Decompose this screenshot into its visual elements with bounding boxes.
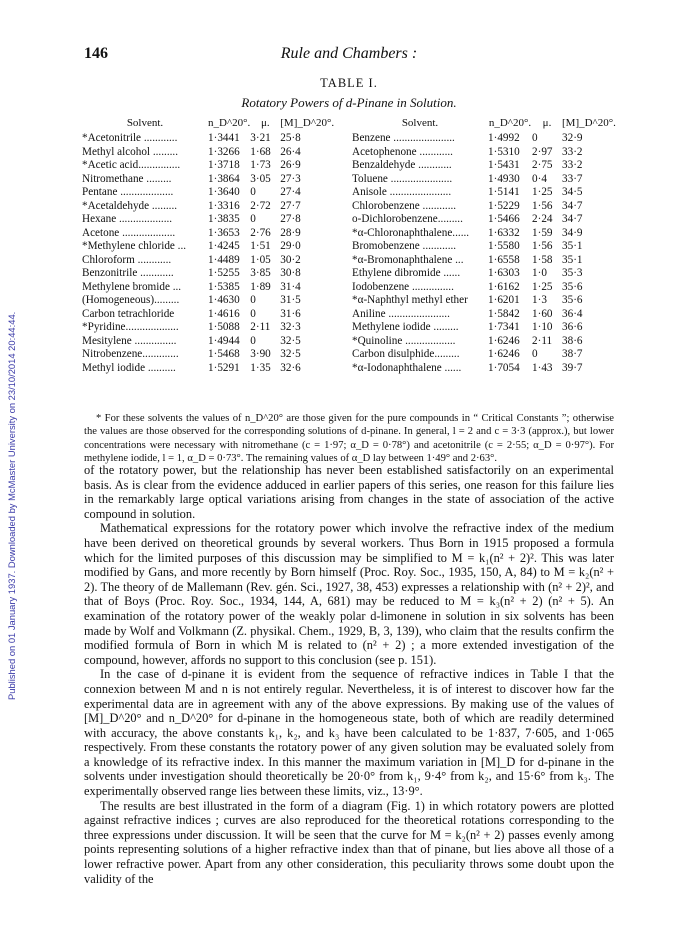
cell-mu: 1·25 — [532, 280, 553, 293]
cell-M: 38·7 — [562, 348, 583, 360]
cell-solvent: *α-Chloronaphthalene...... — [352, 226, 470, 239]
cell-solvent: *Acetaldehyde ......... — [82, 199, 178, 212]
cell-n: 1·3266 — [208, 145, 240, 158]
page-number: 146 — [84, 45, 108, 62]
cell-solvent: Benzonitrile ............ — [82, 267, 174, 279]
cell-mu: 0 — [250, 307, 256, 320]
cell-solvent: *Pyridine................... — [82, 321, 179, 333]
table-row — [82, 132, 334, 146]
cell-M: 27·7 — [280, 199, 301, 212]
cell-solvent: (Homogeneous)......... — [82, 294, 180, 306]
table-row — [352, 308, 616, 322]
table-left — [82, 117, 334, 375]
cell-mu: 2·72 — [250, 199, 271, 212]
cell-M: 27·4 — [280, 186, 301, 198]
table-row — [352, 348, 616, 362]
cell-solvent: Pentane ................... — [82, 186, 174, 198]
cell-mu: 1·3 — [532, 294, 547, 306]
paragraph-2: Mathematical expressions for the rotatory power which involve the refractive index of the medium have been derived on theoretical grounds by several workers. Thus Born in 1915 proposed a formula which for the limited purposes of this discussion may be simplified to M = k₁(n² + 2)². This was later modified by Gans, and more recently by Born himself (Proc. Roy. Soc., 1935, 150, A, 84) to M = k₂(n² + 2). The theory of de Mallemann (Rev. gén. Sci., 1927, 38, 453) expresses a relationship with (n² + 2)², and that of Boys (Proc. Roy. Soc., 1934, 144, A, 681) may be reduced to M = k₃(n² + 2) (n² + 5). An examination of the rotatory power of the weakly polar d-limonene in solution in six solvents has been made by Wolf and Volkmann (Z. physikal. Chem., 1929, B, 3, 139), who claim that the results confirm the modified formula of Born in which M is related to (n² + 2) ; a more extended investigation of the compound, however, affords no support to this conclusion (see p. 151). — [84, 521, 614, 667]
table-row — [352, 186, 616, 200]
cell-n: 1·3835 — [208, 213, 240, 225]
cell-n: 1·3653 — [208, 226, 240, 239]
table-row — [352, 267, 616, 281]
cell-mu: 2·97 — [532, 145, 553, 158]
table-row — [352, 254, 616, 268]
cell-mu: 1·73 — [250, 159, 271, 171]
cell-solvent: Iodobenzene ............... — [352, 280, 454, 293]
header-n: n_D^20°. — [488, 117, 532, 129]
table-row — [82, 267, 334, 281]
cell-solvent: Methyl iodide .......... — [82, 361, 176, 374]
cell-mu: 3·05 — [250, 172, 271, 185]
table-row — [82, 362, 334, 376]
cell-M: 34·5 — [562, 186, 583, 198]
header-n: n_D^20°. — [208, 117, 251, 129]
cell-M: 35·1 — [562, 253, 583, 266]
cell-M: 32·5 — [280, 348, 301, 360]
cell-solvent: Mesitylene ............... — [82, 334, 177, 347]
table-row — [82, 254, 334, 268]
table-footnote — [84, 412, 614, 466]
cell-solvent: Acetone ................... — [82, 226, 176, 239]
cell-n: 1·4489 — [208, 253, 240, 266]
cell-n: 1·5229 — [488, 199, 520, 212]
cell-M: 35·6 — [562, 294, 583, 306]
cell-n: 1·3864 — [208, 172, 240, 185]
table-title: TABLE I. — [320, 76, 378, 90]
table-row — [82, 294, 334, 308]
download-notice-text: Published on 01 January 1937. Downloaded by McMaster University on 23/10/2014 20:44:44. — [6, 311, 17, 700]
cell-n: 1·3441 — [208, 132, 240, 144]
cell-M: 36·6 — [562, 321, 583, 333]
cell-n: 1·5255 — [208, 267, 240, 279]
cell-solvent: *Methylene chloride ... — [82, 240, 187, 252]
cell-M: 25·8 — [280, 132, 301, 144]
table-row — [352, 159, 616, 173]
header-mu: μ. — [260, 117, 270, 129]
cell-mu: 1·58 — [532, 253, 553, 266]
cell-n: 1·3316 — [208, 199, 240, 212]
cell-solvent: Aniline ...................... — [352, 307, 450, 320]
paragraph-4: The results are best illustrated in the form of a diagram (Fig. 1) in which rotatory powers are plotted against refractive indices ; curves are also reproduced for the theoretical rotations corresponding to the three expressions under discussion. It will be seen that the curve for M = k₂(n² + 2) passes evenly among points representing solutions of a higher refractive index than that of pinane, but lies above all those of a lower refractive power. Apart from any other consideration, this peculiarity throws some doubt upon the validity of the — [84, 798, 614, 886]
cell-M: 30·2 — [280, 253, 301, 266]
cell-M: 34·7 — [562, 199, 583, 212]
table-row — [352, 240, 616, 254]
cell-M: 27·8 — [280, 213, 301, 225]
cell-M: 30·8 — [280, 267, 301, 279]
table-caption: Rotatory Powers of d-Pinane in Solution. — [241, 95, 457, 110]
header-solvent: Solvent. — [126, 117, 164, 129]
cell-solvent: Nitromethane ......... — [82, 172, 172, 185]
cell-M: 28·9 — [280, 226, 301, 239]
cell-solvent: Methyl alcohol ......... — [82, 145, 179, 158]
cell-solvent: Carbon tetrachloride — [82, 307, 175, 320]
header-mu: μ. — [542, 117, 552, 129]
cell-mu: 1·51 — [250, 240, 271, 252]
cell-n: 1·5842 — [488, 307, 520, 320]
table-row — [352, 132, 616, 146]
table-row — [82, 186, 334, 200]
cell-n: 1·4944 — [208, 334, 240, 347]
cell-solvent: *α-Naphthyl methyl ether — [352, 294, 468, 306]
table-row — [82, 240, 334, 254]
cell-solvent: Hexane ................... — [82, 213, 173, 225]
cell-M: 35·1 — [562, 240, 583, 252]
cell-solvent: Acetophenone ............ — [352, 145, 453, 158]
cell-solvent: Bromobenzene ............ — [352, 240, 457, 252]
cell-n: 1·7054 — [488, 361, 520, 374]
cell-mu: 1·0 — [532, 267, 547, 279]
header-solvent: Solvent. — [401, 117, 439, 129]
cell-M: 32·9 — [562, 132, 583, 144]
table-row — [352, 294, 616, 308]
table-row — [82, 281, 334, 295]
cell-n: 1·4930 — [488, 172, 520, 185]
cell-mu: 0 — [250, 186, 256, 198]
cell-M: 35·6 — [562, 280, 583, 293]
cell-mu: 3·85 — [250, 267, 271, 279]
cell-n: 1·5580 — [488, 240, 520, 252]
cell-mu: 0 — [250, 334, 256, 347]
cell-n: 1·5466 — [488, 213, 520, 225]
cell-solvent: *Acetonitrile ............ — [82, 132, 178, 144]
table-row — [352, 227, 616, 241]
cell-mu: 1·43 — [532, 361, 553, 374]
cell-mu: 0 — [532, 132, 538, 144]
body-text — [84, 463, 614, 886]
cell-n: 1·5141 — [488, 186, 520, 198]
page-header — [84, 45, 614, 67]
table-row — [352, 362, 616, 376]
cell-mu: 0·4 — [532, 172, 547, 185]
cell-M: 32·6 — [280, 361, 301, 374]
cell-M: 31·6 — [280, 307, 301, 320]
table-header-row — [82, 117, 334, 132]
cell-solvent: *Acetic acid............... — [82, 159, 181, 171]
cell-mu: 0 — [250, 294, 256, 306]
header-M: [M]_D^20°. — [562, 117, 616, 129]
table-row — [82, 321, 334, 335]
cell-mu: 1·60 — [532, 307, 553, 320]
cell-mu: 1·25 — [532, 186, 553, 198]
cell-solvent: Carbon disulphide......... — [352, 348, 460, 360]
table-row — [82, 146, 334, 160]
cell-M: 36·4 — [562, 307, 583, 320]
cell-n: 1·4992 — [488, 132, 520, 144]
cell-mu: 1·05 — [250, 253, 271, 266]
cell-n: 1·5431 — [488, 159, 520, 171]
cell-M: 39·7 — [562, 361, 583, 374]
cell-M: 33·2 — [562, 145, 583, 158]
cell-M: 34·9 — [562, 226, 583, 239]
table-row — [352, 335, 616, 349]
paragraph-3: In the case of d-pinane it is evident from the sequence of refractive indices in Table I that the connexion between M and n is not entirely regular. Nevertheless, it is of interest to discover how far the experimental data are in agreement with any of the above expressions. By making use of the values of [M]_D^20° and n_D^20° for d-pinane in the homogeneous state, both of which are readily determined with accuracy, the above constants k₁, k₂, and k₃ have been calculated to be 1·837, 7·605, and 1·065 respectively. From these constants the rotatory power of any given solution may be evaluated solely from a knowledge of its refractive index. In this manner the maximum variation in [M]_D for d-pinane in the solvents under investigation should theoretically be 20·0° from k₁, 9·4° from k₂, and 15·6° from k₃. The experimentally observed range lies between these limits, viz., 13·9°. — [84, 667, 614, 799]
cell-solvent: Anisole ...................... — [352, 186, 452, 198]
cell-n: 1·3718 — [208, 159, 240, 171]
cell-n: 1·4630 — [208, 294, 240, 306]
cell-n: 1·7341 — [488, 321, 520, 333]
table-row — [352, 173, 616, 187]
cell-mu: 1·56 — [532, 240, 553, 252]
cell-mu: 2·11 — [532, 334, 553, 347]
cell-M: 33·7 — [562, 172, 583, 185]
footnote-text: * For these solvents the values of n_D^20° are those given for the pure compounds in “ Critical Constants ”; otherwise the values are those observed for the corresponding solutions of d-pinane. In general, l = 2 and c = 3·3 (approx.), but lower concentrations were necessary with nitromethane (c = 1·97; α_D = 0·78°) and acetonitrile (c = 2·55; α_D = 0·97°). For methylene iodide, l = 1, α_D = 0·73°. The remaining values of α_D lay between 1·49° and 2·63°. — [84, 413, 614, 465]
table-row — [82, 200, 334, 214]
cell-n: 1·6246 — [488, 348, 520, 360]
cell-n: 1·5088 — [208, 321, 240, 333]
table-row — [82, 335, 334, 349]
cell-solvent: Nitrobenzene............. — [82, 348, 179, 360]
cell-solvent: Methylene bromide ... — [82, 280, 182, 293]
cell-solvent: Benzaldehyde ............ — [352, 159, 452, 171]
cell-n: 1·3640 — [208, 186, 240, 198]
cell-solvent: Chloroform ............ — [82, 253, 172, 266]
download-notice — [6, 180, 18, 700]
cell-n: 1·4616 — [208, 307, 240, 320]
cell-M: 26·4 — [280, 145, 301, 158]
cell-M: 27·3 — [280, 172, 301, 185]
cell-solvent: Benzene ...................... — [352, 132, 455, 144]
table-row — [82, 227, 334, 241]
cell-solvent: o-Dichlorobenzene......... — [352, 213, 463, 225]
cell-mu: 1·35 — [250, 361, 271, 374]
cell-n: 1·5310 — [488, 145, 520, 158]
cell-mu: 3·90 — [250, 348, 271, 360]
table-row — [352, 213, 616, 227]
cell-solvent: *Quinoline .................. — [352, 334, 456, 347]
table-right — [352, 117, 616, 375]
table-row — [82, 213, 334, 227]
cell-solvent: Methylene iodide ......... — [352, 321, 459, 333]
table-row — [82, 159, 334, 173]
cell-n: 1·6303 — [488, 267, 520, 279]
running-title: Rule and Chambers : — [280, 45, 418, 62]
table-row — [352, 281, 616, 295]
cell-mu: 2·24 — [532, 213, 553, 225]
cell-solvent: *α-Iodonaphthalene ...... — [352, 361, 462, 374]
cell-n: 1·5468 — [208, 348, 240, 360]
cell-mu: 3·21 — [250, 132, 271, 144]
cell-mu: 1·59 — [532, 226, 553, 239]
cell-M: 29·0 — [280, 240, 301, 252]
header-M: [M]_D^20°. — [280, 117, 335, 129]
cell-M: 32·3 — [280, 321, 301, 333]
cell-n: 1·6332 — [488, 226, 520, 239]
cell-M: 26·9 — [280, 159, 301, 171]
cell-n: 1·6162 — [488, 280, 520, 293]
cell-M: 31·4 — [280, 280, 301, 293]
table-header-row — [352, 117, 616, 132]
table-row — [352, 321, 616, 335]
cell-solvent: Toluene ...................... — [352, 172, 453, 185]
table-row — [82, 348, 334, 362]
cell-M: 31·5 — [280, 294, 301, 306]
cell-solvent: Ethylene dibromide ...... — [352, 267, 461, 279]
cell-mu: 1·10 — [532, 321, 553, 333]
cell-M: 33·2 — [562, 159, 583, 171]
cell-M: 34·7 — [562, 213, 583, 225]
cell-n: 1·6246 — [488, 334, 520, 347]
cell-mu: 0 — [532, 348, 538, 360]
cell-mu: 2·76 — [250, 226, 271, 239]
cell-mu: 2·11 — [250, 321, 271, 333]
cell-n: 1·4245 — [208, 240, 240, 252]
table-row — [352, 200, 616, 214]
table-row — [82, 308, 334, 322]
cell-mu: 1·56 — [532, 199, 553, 212]
cell-M: 38·6 — [562, 334, 583, 347]
table-row — [82, 173, 334, 187]
cell-n: 1·6558 — [488, 253, 520, 266]
cell-n: 1·5385 — [208, 280, 240, 293]
cell-n: 1·6201 — [488, 294, 520, 306]
table-row — [352, 146, 616, 160]
cell-M: 32·5 — [280, 334, 301, 347]
cell-solvent: Chlorobenzene ............ — [352, 199, 457, 212]
cell-mu: 1·89 — [250, 280, 271, 293]
cell-mu: 0 — [250, 213, 256, 225]
cell-M: 35·3 — [562, 267, 583, 279]
cell-mu: 1·68 — [250, 145, 271, 158]
cell-n: 1·5291 — [208, 361, 240, 374]
paragraph-1: of the rotatory power, but the relationship has never been established satisfactorily on an experimental basis. As is clear from the evidence adduced in earlier papers of this series, one reason for this failure lies in the remarkably large optical variations arising from changes in the state of association of the active compound in solution. — [84, 463, 614, 521]
cell-solvent: *α-Bromonaphthalene ... — [352, 253, 464, 266]
cell-mu: 2·75 — [532, 159, 553, 171]
